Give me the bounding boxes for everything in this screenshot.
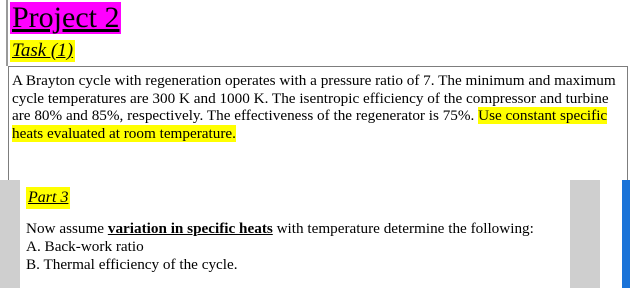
highlighted-instruction: Use constant specific heats evaluated at room temperature. xyxy=(12,107,608,142)
problem-text: A Brayton cycle with regeneration operates with a pressure ratio of 7. The minimum and maximum cycle temperatures are 300 K and 1000 K. The isentropic efficiency of the compressor and turbine are 80% and 85%, respectively. The effectiveness of the regenerator is 75%. xyxy=(12,72,616,124)
box-left-border xyxy=(8,66,9,180)
list-item-back-work-ratio: A. Back-work ratio xyxy=(26,238,144,255)
part3-intro xyxy=(26,220,534,238)
box-right-border xyxy=(627,66,628,180)
intro-after: with temperature determine the following: xyxy=(272,220,534,237)
intro-before: Now assume xyxy=(26,220,108,237)
intro-emphasis: variation in specific heats xyxy=(107,220,273,237)
section-divider xyxy=(8,66,628,67)
page-title: Project 2 xyxy=(12,1,120,34)
list-item-thermal-efficiency: B. Thermal efficiency of the cycle. xyxy=(26,256,238,273)
task-heading: Task (1) xyxy=(12,40,74,61)
left-margin-rule xyxy=(6,0,8,66)
problem-statement xyxy=(12,72,626,142)
scrollbar-accent[interactable] xyxy=(622,180,630,288)
part3-heading: Part 3 xyxy=(26,187,70,209)
